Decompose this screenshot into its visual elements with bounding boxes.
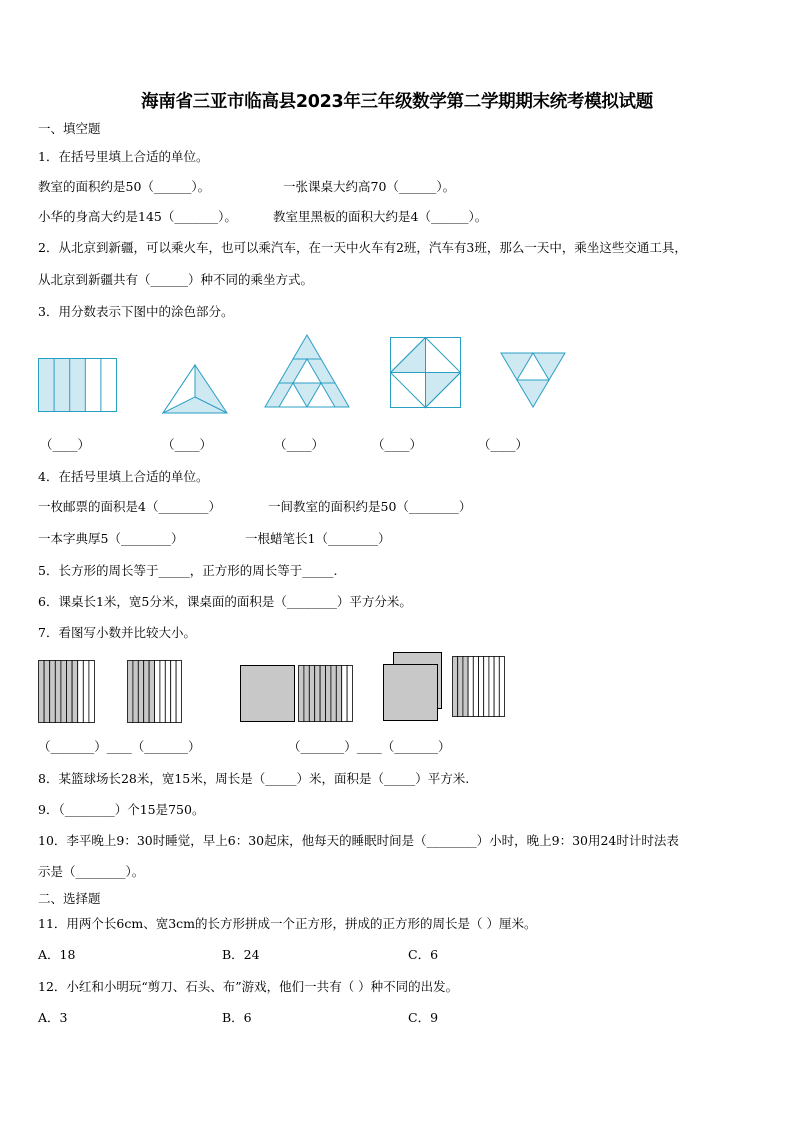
page-title: 海南省三亚市临高县2023年三年级数学第二学期期末统考模拟试题: [141, 92, 653, 112]
stripe: [144, 661, 149, 723]
question-11-option-c[interactable]: C．6: [408, 947, 439, 962]
stripe: [494, 657, 499, 717]
stripe: [78, 661, 84, 723]
question-4a: 一枚邮票的面积是4（________）: [38, 499, 221, 514]
figure-triangle-three-parts: [162, 364, 228, 414]
question-10-line1: 10．李平晚上9：30时睡觉，早上6：30起床，他每天的睡眠时间是（________）小时，晚上9：30用24时计时法表: [38, 833, 679, 848]
stripe: [55, 661, 61, 723]
question-7-stem: 7．看图写小数并比较大小。: [38, 625, 196, 640]
stripe: [304, 666, 309, 722]
stripe: [489, 657, 494, 717]
stripe: [326, 666, 331, 722]
question-3-stem: 3．用分数表示下图中的涂色部分。: [38, 304, 234, 319]
stripe: [299, 666, 304, 722]
question-6: 6．课桌长1米，宽5分米，课桌面的面积是（________）平方分米。: [38, 594, 412, 609]
stripe: [320, 666, 325, 722]
figure-bars-right-2: [452, 656, 506, 718]
stripe: [89, 661, 95, 723]
stripe: [309, 666, 314, 722]
stripe: [479, 657, 484, 717]
question-7-answer-row-1[interactable]: （_______）____（_______）: [38, 739, 201, 754]
question-2-line1: 2．从北京到新疆，可以乘火车，也可以乘汽车，在一天中火车有2班，汽车有3班，那么一天中，乘坐这些交通工具，: [38, 240, 687, 255]
figure-inverted-triangle: [500, 352, 566, 408]
stripe: [171, 661, 176, 723]
stripe: [67, 661, 73, 723]
stripe: [160, 661, 165, 723]
stripe: [44, 661, 50, 723]
stripe: [331, 666, 336, 722]
question-9: 9．（________）个15是750。: [38, 802, 205, 817]
figure-square-diagonals: [390, 337, 462, 409]
figure-gray-square: [240, 665, 296, 723]
figure-bars-left-1: [38, 660, 96, 724]
stripe: [484, 657, 489, 717]
stripe: [165, 661, 170, 723]
stripe: [72, 661, 78, 723]
question-5: 5．长方形的周长等于_____，正方形的周长等于_____.: [38, 563, 338, 578]
figure-striped-rectangle: [38, 358, 118, 412]
stripe: [336, 666, 341, 722]
question-10-line2: 示是（________）。: [38, 864, 145, 879]
stripe: [463, 657, 468, 717]
stripe: [149, 661, 154, 723]
stripe: [39, 661, 45, 723]
stripe: [468, 657, 473, 717]
stripe: [128, 661, 133, 723]
stripe: [453, 657, 458, 717]
stripe: [347, 666, 352, 722]
figure-bars-right-1: [298, 665, 354, 723]
question-1a: 教室的面积约是50（______）。: [38, 179, 211, 194]
section-heading-fill-blank: 一、填空题: [38, 121, 101, 136]
q3-blank-4[interactable]: （____）: [372, 437, 423, 452]
question-4c: 一本字典厚5（________）: [38, 531, 184, 546]
figure-triangle-nine-parts: [264, 334, 350, 408]
stripe: [499, 657, 504, 717]
stripe: [473, 657, 478, 717]
q3-blank-1[interactable]: （____）: [40, 437, 91, 452]
question-1d: 教室里黑板的面积大约是4（______）。: [273, 209, 488, 224]
figure-bars-left-2: [127, 660, 183, 724]
question-2-line2: 从北京到新疆共有（______）种不同的乘坐方式。: [38, 272, 314, 287]
question-4b: 一间教室的面积约是50（________）: [268, 499, 472, 514]
stripe: [315, 666, 320, 722]
stripe: [61, 661, 67, 723]
q3-blank-3[interactable]: （____）: [274, 437, 325, 452]
stripe: [458, 657, 463, 717]
question-1c: 小华的身高大约是145（_______）。: [38, 209, 237, 224]
question-12-option-c[interactable]: C．9: [408, 1010, 439, 1025]
question-7-answer-row-2[interactable]: （_______）____（_______）: [288, 739, 451, 754]
question-4-stem: 4．在括号里填上合适的单位。: [38, 469, 209, 484]
question-1b: 一张课桌大约高70（______）。: [283, 179, 456, 194]
question-11-stem: 11．用两个长6cm、宽3cm的长方形拼成一个正方形，拼成的正方形的周长是（ ）厘米。: [38, 916, 537, 931]
section-heading-choice: 二、选择题: [38, 891, 101, 906]
q3-blank-5[interactable]: （____）: [478, 437, 529, 452]
stripe: [133, 661, 138, 723]
stripe: [155, 661, 160, 723]
figure-stacked-squares: [383, 652, 443, 722]
question-12-stem: 12．小红和小明玩“剪刀、石头、布”游戏，他们一共有（ ）种不同的出发。: [38, 979, 459, 994]
question-11-option-b[interactable]: B．24: [222, 947, 260, 962]
stripe: [176, 661, 181, 723]
stripe: [50, 661, 56, 723]
question-1-stem: 1．在括号里填上合适的单位。: [38, 149, 209, 164]
stripe: [83, 661, 89, 723]
stripe: [342, 666, 347, 722]
question-12-option-a[interactable]: A．3: [38, 1010, 68, 1025]
question-8: 8．某篮球场长28米，宽15米，周长是（_____）米，面积是（_____）平方米.: [38, 771, 470, 786]
question-11-option-a[interactable]: A．18: [38, 947, 76, 962]
stripe: [138, 661, 143, 723]
q3-blank-2[interactable]: （____）: [162, 437, 213, 452]
question-12-option-b[interactable]: B．6: [222, 1010, 252, 1025]
question-4d: 一根蜡笔长1（________）: [245, 531, 391, 546]
